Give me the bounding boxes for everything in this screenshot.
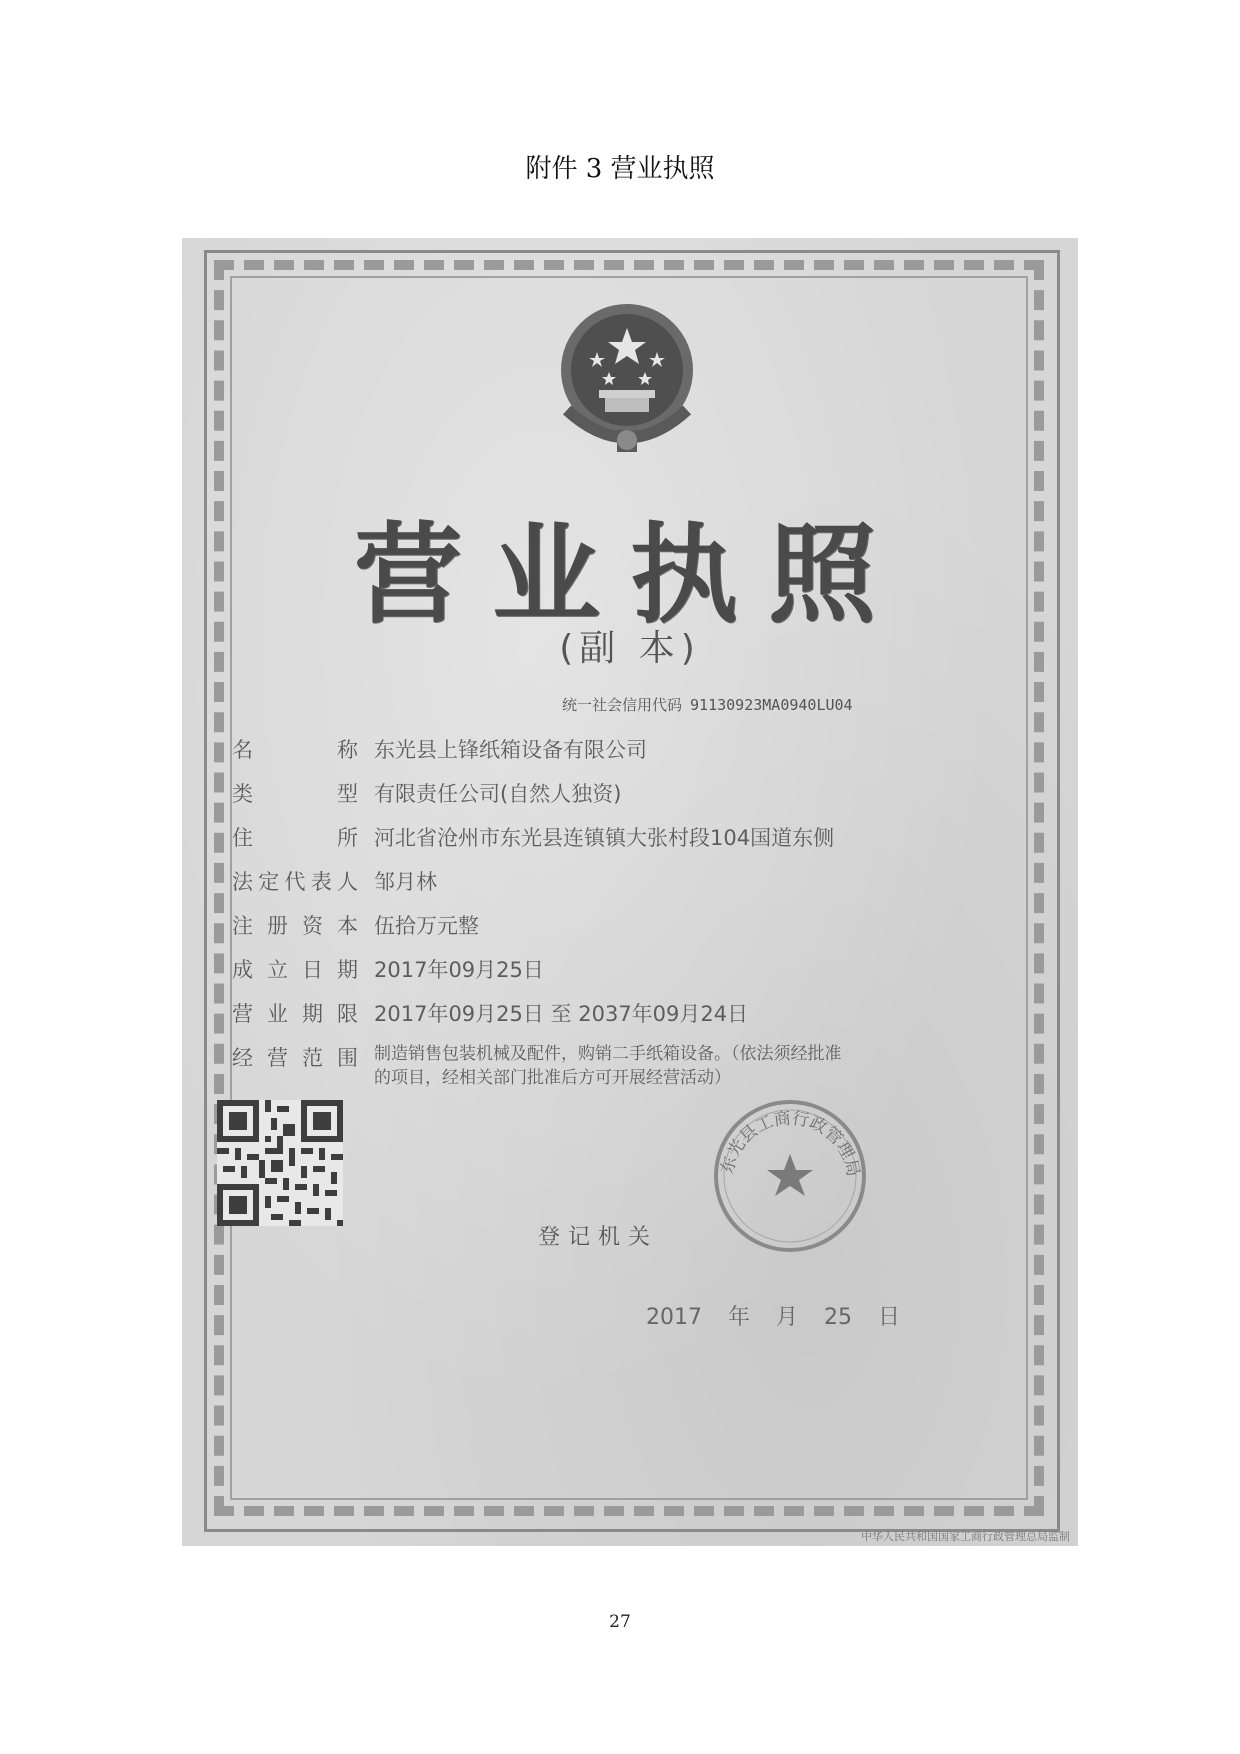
field-value: 有限责任公司(自然人独资) [374, 782, 622, 806]
field-row-capital [232, 910, 1032, 954]
field-row-type [232, 778, 1032, 822]
issue-day-unit: 日 [878, 1305, 901, 1330]
issue-day: 25 [824, 1305, 853, 1330]
field-label: 营业期限 [232, 1002, 358, 1026]
issue-year-unit: 年 [728, 1305, 751, 1330]
field-label: 住所 [232, 826, 358, 850]
license-fields [232, 734, 1032, 1108]
issue-date [646, 1300, 926, 1331]
field-row-scope [232, 1042, 1032, 1108]
issue-year: 2017 [646, 1305, 702, 1330]
license-scan [182, 238, 1078, 1546]
field-row-name [232, 734, 1032, 778]
field-value: 2017年09月25日 至 2037年09月24日 [374, 1002, 749, 1026]
issue-month-unit: 月 [776, 1305, 799, 1330]
credit-code [562, 694, 1042, 715]
field-value: 河北省沧州市东光县连镇镇大张村段104国道东侧 [374, 826, 835, 850]
license-subtitle: (副 本) [559, 628, 701, 669]
national-emblem-icon [547, 290, 707, 460]
page-heading: 附件 3 营业执照 [525, 154, 715, 184]
field-row-term [232, 998, 1032, 1042]
credit-code-value: 91130923MA0940LU04 [690, 696, 853, 714]
field-row-legal-rep [232, 866, 1032, 910]
field-label: 经营范围 [232, 1046, 358, 1070]
field-label: 类型 [232, 782, 358, 806]
field-label: 成立日期 [232, 958, 358, 982]
credit-code-label: 统一社会信用代码 [562, 696, 683, 714]
page-number: 27 [609, 1612, 631, 1632]
field-label: 名称 [232, 738, 358, 762]
field-value: 伍拾万元整 [374, 914, 479, 938]
qr-code-icon [217, 1100, 343, 1226]
field-value: 东光县上锋纸箱设备有限公司 [374, 738, 647, 762]
field-row-established [232, 954, 1032, 998]
field-label: 注册资本 [232, 914, 358, 938]
field-label: 法定代表人 [232, 870, 358, 894]
license-title: 营业执照 [353, 513, 906, 638]
seal-text: 东光县工商行政管理局 [717, 1108, 864, 1179]
registration-authority-label: 登记机关 [538, 1225, 659, 1250]
supervision-note: 中华人民共和国国家工商行政管理总局监制 [861, 1530, 1070, 1543]
official-seal-icon [710, 1096, 870, 1256]
field-row-address [232, 822, 1032, 866]
field-value: 邹月林 [374, 870, 437, 894]
field-value: 2017年09月25日 [374, 958, 544, 982]
field-value: 制造销售包装机械及配件，购销二手纸箱设备。（依法须经批准的项目，经相关部门批准后方可开展经营活动） [374, 1044, 842, 1088]
